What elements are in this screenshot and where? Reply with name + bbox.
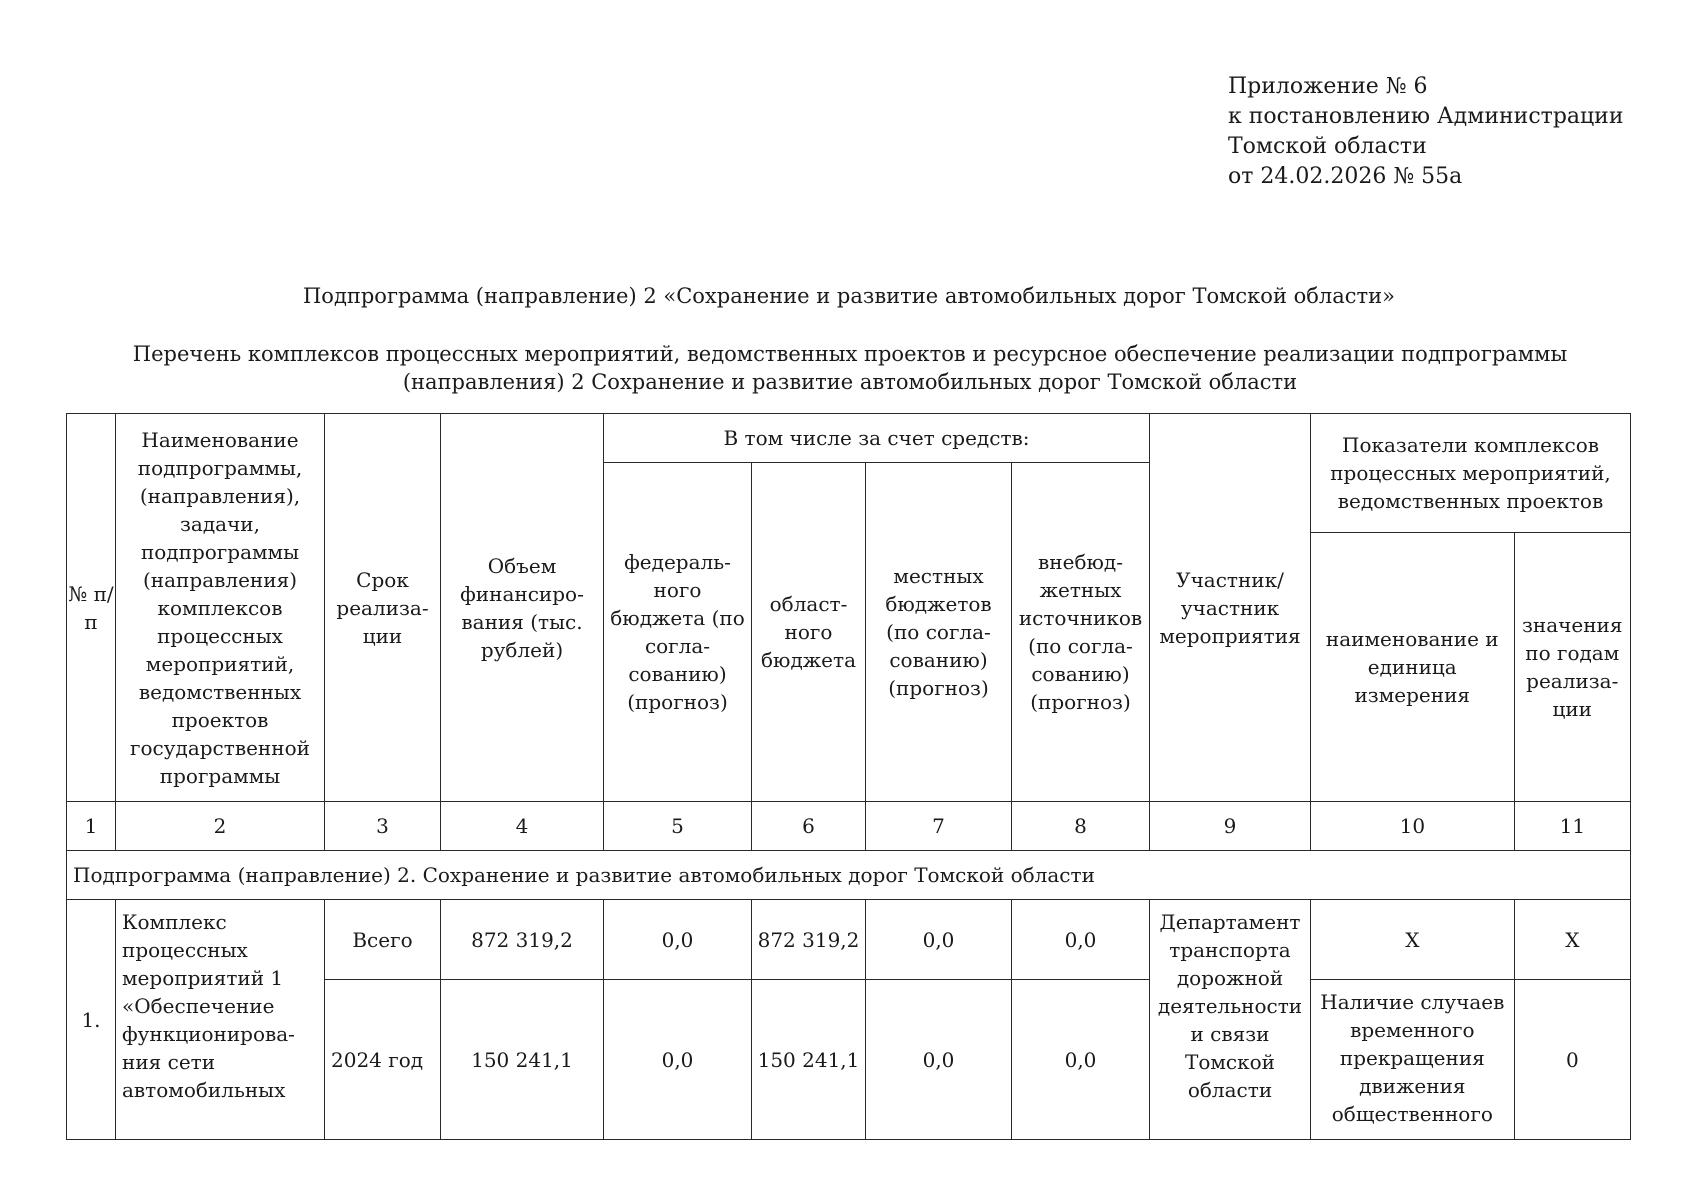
- appendix-header: Приложение № 6 к постановлению Администрации Томской области от 24.02.2026 № 55а: [1228, 74, 1624, 189]
- col-number: 3: [325, 802, 441, 851]
- subprogram-row-label: Подпрограмма (направление) 2. Сохранение и развитие автомобильных дорог Томской области: [67, 851, 1631, 900]
- item-term: Всего: [325, 900, 441, 980]
- col-number: 7: [866, 802, 1012, 851]
- resource-table: [66, 413, 1631, 1140]
- item-name: Комплекс процессных мероприятий 1 «Обеспечение функционирова-ния сети автомобильных: [116, 900, 325, 1140]
- item-term: 2024 год: [325, 980, 441, 1140]
- col-number: 10: [1311, 802, 1515, 851]
- header-ind-values: значения по годам реализа-ции: [1522, 613, 1623, 721]
- item-volume: 150 241,1: [441, 980, 604, 1140]
- item-participant: Департамент транспорта дорожной деятельности и связи Томской области: [1150, 900, 1311, 1140]
- item-volume: 872 319,2: [441, 900, 604, 980]
- item-ind-name: Х: [1311, 900, 1515, 980]
- item-extra: 0,0: [1012, 900, 1150, 980]
- item-regional: 150 241,1: [752, 980, 866, 1140]
- list-title: Перечень комплексов процессных мероприятий, ведомственных проектов и ресурсное обеспечение реализации подпрограммы (направления) 2 Сохранение и развитие автомобильных дорог Томской области: [132, 342, 1568, 394]
- item-ind-value: 0: [1514, 980, 1630, 1140]
- item-local: 0,0: [866, 900, 1012, 980]
- header-local: местных бюджетов (по согла-сованию) (прогноз): [866, 463, 1012, 802]
- col-number: 4: [441, 802, 604, 851]
- header-regional: област-ного бюджета: [752, 463, 866, 802]
- table-row: [67, 900, 1631, 980]
- header-indicators-cell: [1311, 414, 1631, 802]
- col-number: 8: [1012, 802, 1150, 851]
- col-number: 1: [67, 802, 116, 851]
- header-name: Наименование подпрограммы, (направления), задачи, подпрограммы (направления) комплексов процессных мероприятий, ведомственных проектов государственной программы: [116, 414, 325, 802]
- header-participant: Участник/ участник мероприятия: [1150, 414, 1311, 802]
- col-number: 5: [604, 802, 752, 851]
- item-local: 0,0: [866, 980, 1012, 1140]
- header-federal: федераль-ного бюджета (по согла-сованию) (прогноз): [604, 463, 752, 802]
- item-num: 1.: [67, 900, 116, 1140]
- indicators-subheader: [1311, 414, 1630, 801]
- subprogram-title: Подпрограмма (направление) 2 «Сохранение и развитие автомобильных дорог Томской области»: [302, 284, 1395, 308]
- item-ind-value: Х: [1514, 900, 1630, 980]
- header-extra: внебюд-жетных источников (по согла-сованию) (прогноз): [1012, 463, 1150, 802]
- header-term: Срок реализа-ции: [325, 414, 441, 802]
- item-extra: 0,0: [1012, 980, 1150, 1140]
- header-ind-name: наименование и единица измерения: [1311, 533, 1514, 802]
- item-regional: 872 319,2: [752, 900, 866, 980]
- subprogram-row: [67, 851, 1631, 900]
- header-num: № п/п: [67, 414, 116, 802]
- col-number: 2: [116, 802, 325, 851]
- column-numbers-row: [67, 802, 1631, 851]
- item-ind-name: Наличие случаев временного прекращения движения общественного: [1311, 980, 1515, 1140]
- header-incl-group: В том числе за счет средств:: [604, 414, 1150, 463]
- col-number: 6: [752, 802, 866, 851]
- header-row-top: [67, 414, 1631, 463]
- header-volume: Объем финансиро-вания (тыс. рублей): [441, 414, 604, 802]
- header-indicators-group: Показатели комплексов процессных мероприятий, ведомственных проектов: [1311, 414, 1630, 533]
- col-number: 9: [1150, 802, 1311, 851]
- col-number: 11: [1514, 802, 1630, 851]
- item-federal: 0,0: [604, 900, 752, 980]
- item-federal: 0,0: [604, 980, 752, 1140]
